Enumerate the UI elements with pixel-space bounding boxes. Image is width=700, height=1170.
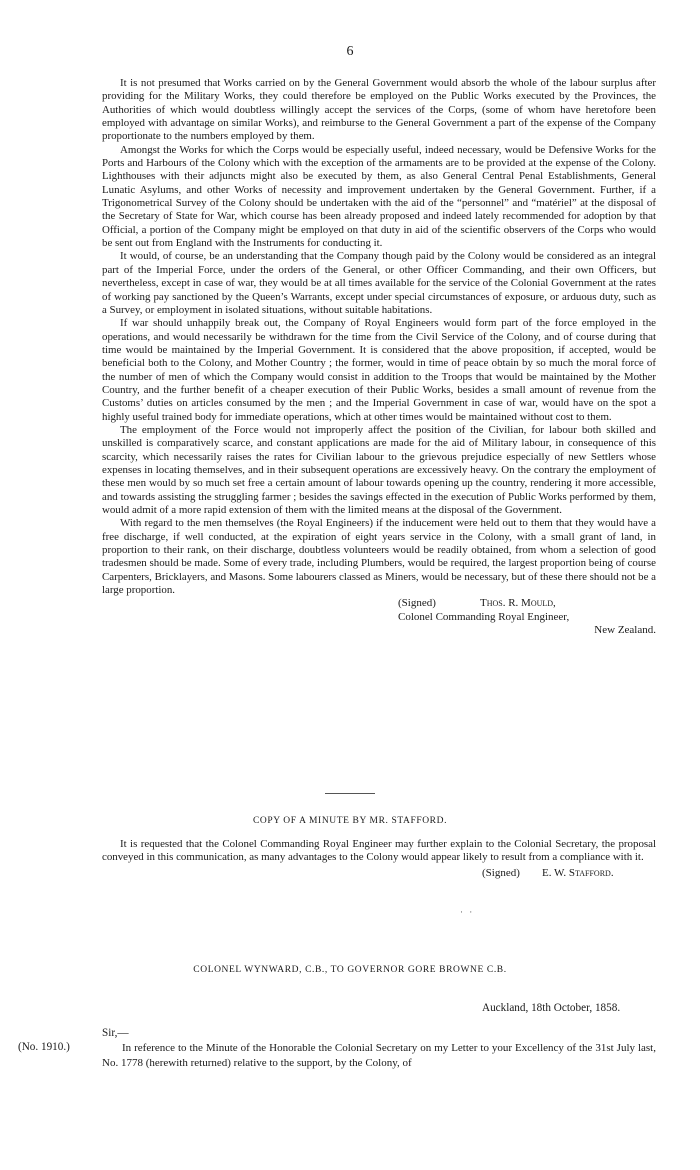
signatory-title: Colonel Commanding Royal Engineer, [398, 610, 570, 623]
minute-body [102, 838, 656, 880]
report-paragraph-4: If war should unhappily break out, the Company of Royal Engineers would form part of the force employed in the operations, and would necessarily be withdrawn for the time from the Civil Service of the Colony, and of course during that time would be maintained by the Imperial Government. It is considered that the above proposition, if accepted, would be beneficial both to the Colony, and Mother Country ; the former, would in time of peace obtain by so much the moral force of the number of men of which the Company would consist in addition to the Troops that would be maintained by the Mother Country, and the further benefit of a cheaper execution of their Public Works, besides a small amount of revenue from the Customs’ duties on articles consumed by the men ; and the Imperial Government in case of war, would have on the spot a highly useful trained body for immediate operations, which at other times would be maintained without cost to them. [102, 317, 656, 423]
letter-dateline: Auckland, 18th October, 1858. [482, 1002, 621, 1014]
minute-signatory-name: E. W. Stafford. [542, 866, 614, 879]
report-paragraph-5: The employment of the Force would not improperly affect the position of the Civilian, for labour both skilled and unskilled is comparatively scarce, and constant applications are made for the aid of Military labour, in consequence of this scarcity, which necessarily raises the rates for Civilian labour to the grievous prejudice especially of new Settlers whose expenses in locating themselves, and in their subsequent operations are excessively heavy. On the contrary the employment of these men would by so much set free a certain amount of labour towards opening up the country, rendering it more accessible, and towards assisting the struggling farmer ; besides the savings effected in the execution of Public Works performed by them, would admit of a more rapid extension of them with the limited means at the disposal of the Government. [102, 423, 656, 516]
minute-heading: COPY OF A MINUTE BY MR. STAFFORD. [252, 816, 448, 826]
letter-heading: COLONEL WYNWARD, C.B., TO GOVERNOR GORE BROWNE C.B. [193, 965, 507, 975]
report-paragraph-1: It is not presumed that Works carried on by the General Government would absorb the whole of the labour surplus after providing for the Military Works, they could therefore be employed on the Public Works executed by the Provinces, the Authorities of which would doubtless willingly accept the services of the Corps, (some of whom have heretofore been employed with advantage on similar Works), and reimburse to the General Government a part of the expense of the Company proportionate to the numbers employed by them. [102, 77, 656, 143]
minute-paragraph: It is requested that the Colonel Commanding Royal Engineer may further explain to the Colonial Secretary, the proposal conveyed in this communication, as many advantages to the Colony would appear likely to result from a compliance with it. [102, 838, 656, 864]
signatory-name: Thos. R. Mould, [480, 597, 556, 610]
report-body [102, 77, 656, 638]
report-paragraph-6: With regard to the men themselves (the Royal Engineers) if the inducement were held out to them that they would have a free discharge, if well conducted, at the expiration of eight years service in the Colony, with a small grant of land, in proportion to their rank, on their discharge, doubtless volunteers would be readily obtained, from whom a selection of good tradesmen should be made. Some of every trade, including Plumbers, would be required, the largest proportion being of course Carpenters, Bricklayers, and Masons. Some labourers classed as Miners, would be necessary, but of these there should not be a large proportion. [102, 517, 656, 597]
letter-paragraph: In reference to the Minute of the Honorable the Colonial Secretary on my Letter to your Excellency of the 31st July last, No. 1778 (herewith returned) relative to the support, by the Colony, of [102, 1042, 656, 1069]
report-paragraph-2: Amongst the Works for which the Corps would be especially useful, indeed necessary, would be Defensive Works for the Ports and Harbours of the Colony which with the exception of the armaments are to be provided at the expense of the Colony. Lighthouses with their adjuncts might also be executed by them, as also General Central Penal Establishments, General Lunatic Asylums, and other Works of necessity and improvement undertaken by the General Government. Further, if a Trigonometrical Survey of the Colony should be undertaken with the aid of the “personnel” and “matériel” at the disposal of the Secretary of State for War, which course has been already proposed and indeed lately recommended for adoption by that Official, a portion of the Company might be employed on that duty in aid of the scientific observers of the Corps who would be sent out from England with the Instruments for conducting it. [102, 143, 656, 250]
letter-salutation: Sir,— [102, 1027, 129, 1039]
minute-signature [482, 867, 656, 880]
letter-body [102, 1041, 656, 1071]
section-divider-dots: · · [460, 907, 475, 917]
report-paragraph-3: It would, of course, be an understanding that the Company though paid by the Colony would be considered as an integral part of the Imperial Force, under the orders of the General, or other Officer Commanding, and their own Officers, but nevertheless, except in case of war, they would be at all times available for the service of the Colonial Government at the rates of working pay sanctioned by the Queen’s Warrants, except under special circumstances of exposure, or arduous duty, such as a Survey, or employment in isolated situations, without suitable habitations. [102, 250, 656, 316]
minute-signed-label: (Signed) [482, 866, 520, 879]
section-divider [325, 793, 375, 794]
signatory-location: New Zealand. [594, 624, 656, 637]
page-number: 6 [346, 44, 354, 59]
margin-reference: (No. 1910.) [18, 1041, 70, 1053]
report-signature [398, 597, 656, 637]
signed-label: (Signed) [398, 597, 436, 610]
